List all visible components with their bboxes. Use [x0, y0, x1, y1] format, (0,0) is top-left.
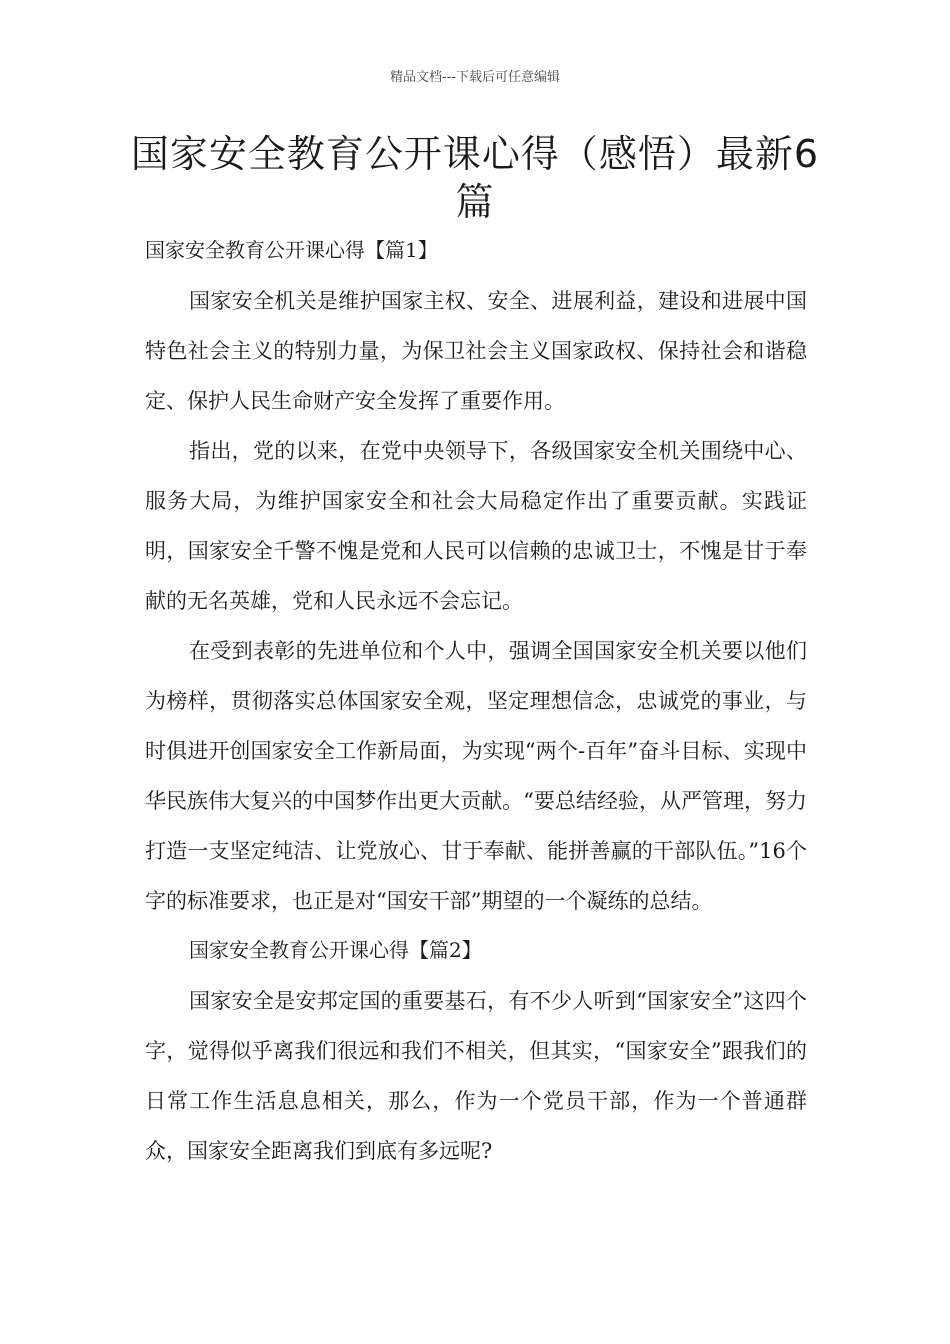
paragraph: 国家安全是安邦定国的重要基石，有不少人听到“国家安全”这四个字，觉得似乎离我们很远和我们不相关，但其实，“国家安全”跟我们的日常工作生活息息相关，那么，作为一个党员干部，作为一个普通群众，国家安全距离我们到底有多远呢? — [145, 989, 807, 1163]
document-body — [145, 230, 807, 1176]
document-title: 国家安全教育公开课心得（感悟）最新6篇 — [130, 132, 820, 224]
paragraph: 指出，党的以来，在党中央领导下，各级国家安全机关围绕中心、服务大局，为维护国家安全和社会大局稳定作出了重要贡献。实践证明，国家安全千警不愧是党和人民可以信赖的忠诚卫士，不愧是甘于奉献的无名英雄，党和人民永远不会忘记。 — [145, 439, 807, 613]
paragraph: 国家安全机关是维护国家主权、安全、进展利益，建设和进展中国特色社会主义的特别力量，为保卫社会主义国家政权、保持社会和谐稳定、保护人民生命财产安全发挥了重要作用。 — [145, 289, 807, 413]
paragraph: 在受到表彰的先进单位和个人中，强调全国国家安全机关要以他们为榜样，贯彻落实总体国家安全观，坚定理想信念，忠诚党的事业，与时俱进开创国家安全工作新局面，为实现“两个-百年”奋斗目标、实现中华民族伟大复兴的中国梦作出更大贡献。“要总结经验，从严管理，努力打造一支坚定纯洁、让党放心、甘于奉献、能拼善赢的干部队伍。”16个字的标准要求，也正是对“国安干部”期望的一个凝练的总结。 — [145, 639, 807, 913]
section-heading-1: 国家安全教育公开课心得【篇1】 — [145, 238, 438, 262]
header-note: 精品文档---下载后可任意编辑 — [389, 70, 561, 85]
section-heading-2: 国家安全教育公开课心得【篇2】 — [189, 938, 482, 962]
